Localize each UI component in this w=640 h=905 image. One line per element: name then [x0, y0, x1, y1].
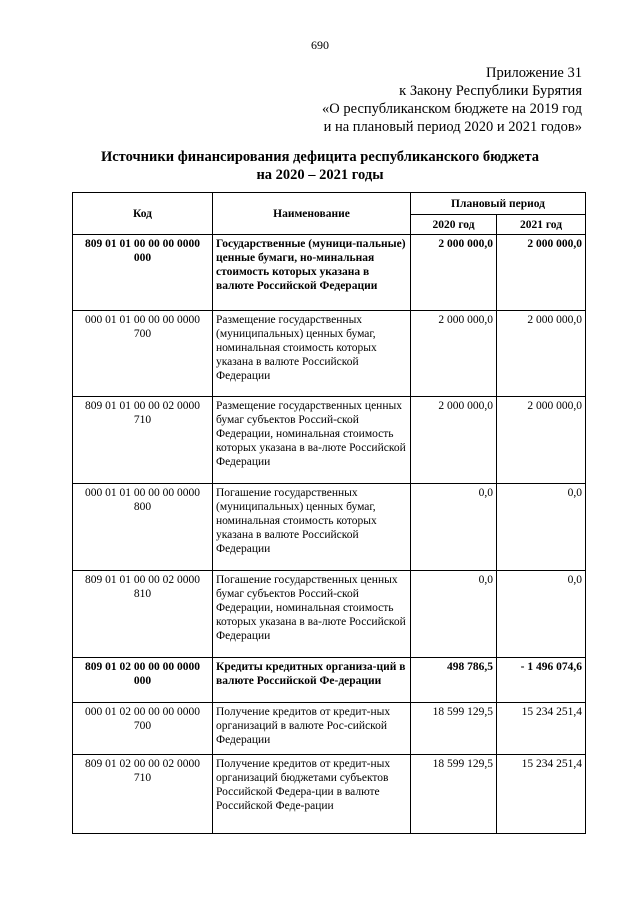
row-amount-2020: 2 000 000,0: [411, 235, 497, 311]
row-amount-2021: 2 000 000,0: [497, 397, 586, 484]
table-row: [73, 571, 586, 658]
row-amount-2020: 0,0: [411, 484, 497, 571]
header-year-2021: 2021 год: [497, 215, 586, 235]
header-code: Код: [73, 193, 213, 235]
row-amount-2020: 498 786,5: [411, 658, 497, 703]
row-amount-2020: 18 599 129,5: [411, 703, 497, 755]
budget-table: [72, 192, 586, 834]
header-name: Наименование: [213, 193, 411, 235]
document-title: [0, 148, 640, 184]
row-name: Кредиты кредитных организа-ций в валюте Российской Фе-дерации: [213, 658, 411, 703]
table-row: [73, 235, 586, 311]
row-code: 809 01 01 00 00 00 0000 000: [73, 235, 213, 311]
row-name: Получение кредитов от кредит-ных организаций бюджетами субъектов Российской Федера-ции в валюте Российской Феде-рации: [213, 755, 411, 834]
row-amount-2021: 0,0: [497, 571, 586, 658]
table-row: [73, 311, 586, 397]
row-code: 809 01 02 00 00 02 0000 710: [73, 755, 213, 834]
row-amount-2021: 15 234 251,4: [497, 755, 586, 834]
appendix-line-4: и на плановый период 2020 и 2021 годов»: [323, 119, 582, 135]
row-amount-2021: 2 000 000,0: [497, 235, 586, 311]
row-amount-2021: 2 000 000,0: [497, 311, 586, 397]
title-line-1: Источники финансирования дефицита республиканского бюджета: [100, 149, 540, 165]
row-amount-2020: 2 000 000,0: [411, 397, 497, 484]
title-line-2: на 2020 – 2021 годы: [256, 167, 384, 183]
table-row: [73, 658, 586, 703]
row-code: 000 01 01 00 00 00 0000 800: [73, 484, 213, 571]
row-amount-2020: 0,0: [411, 571, 497, 658]
row-name: Государственные (муници-пальные) ценные бумаги, но-минальная стоимость которых указана в валюте Российской Федерации: [213, 235, 411, 311]
page-number: 690: [311, 38, 329, 52]
row-amount-2020: 2 000 000,0: [411, 311, 497, 397]
row-code: 000 01 01 00 00 00 0000 700: [73, 311, 213, 397]
appendix-line-2: к Закону Республики Бурятия: [399, 83, 582, 99]
row-amount-2021: 15 234 251,4: [497, 703, 586, 755]
row-amount-2020: 18 599 129,5: [411, 755, 497, 834]
row-code: 000 01 02 00 00 00 0000 700: [73, 703, 213, 755]
table-row: [73, 703, 586, 755]
appendix-line-3: «О республиканском бюджете на 2019 год: [322, 101, 582, 117]
row-name: Погашение государственных (муниципальных) ценных бумаг, номинальная стоимость которых указана в валюте Российской Федерации: [213, 484, 411, 571]
table-row: [73, 484, 586, 571]
row-code: 809 01 01 00 00 02 0000 710: [73, 397, 213, 484]
table-row: [73, 755, 586, 834]
row-name: Размещение государственных (муниципальных) ценных бумаг, номинальная стоимость которых указана в валюте Российской Федерации: [213, 311, 411, 397]
row-amount-2021: 0,0: [497, 484, 586, 571]
row-name: Погашение государственных ценных бумаг субъектов Россий-ской Федерации, номинальная стоимость которых указана в ва-люте Российской Федерации: [213, 571, 411, 658]
appendix-line-1: Приложение 31: [486, 65, 582, 81]
header-year-2020: 2020 год: [411, 215, 497, 235]
row-amount-2021: - 1 496 074,6: [497, 658, 586, 703]
row-code: 809 01 01 00 00 02 0000 810: [73, 571, 213, 658]
row-code: 809 01 02 00 00 00 0000 000: [73, 658, 213, 703]
appendix-header: [322, 64, 582, 136]
row-name: Получение кредитов от кредит-ных организаций в валюте Рос-сийской Федерации: [213, 703, 411, 755]
row-name: Размещение государственных ценных бумаг субъектов Россий-ской Федерации, номинальная стоимость которых указана в ва-люте Российской Федерации: [213, 397, 411, 484]
table-row: [73, 397, 586, 484]
header-period: Плановый период: [411, 193, 586, 215]
